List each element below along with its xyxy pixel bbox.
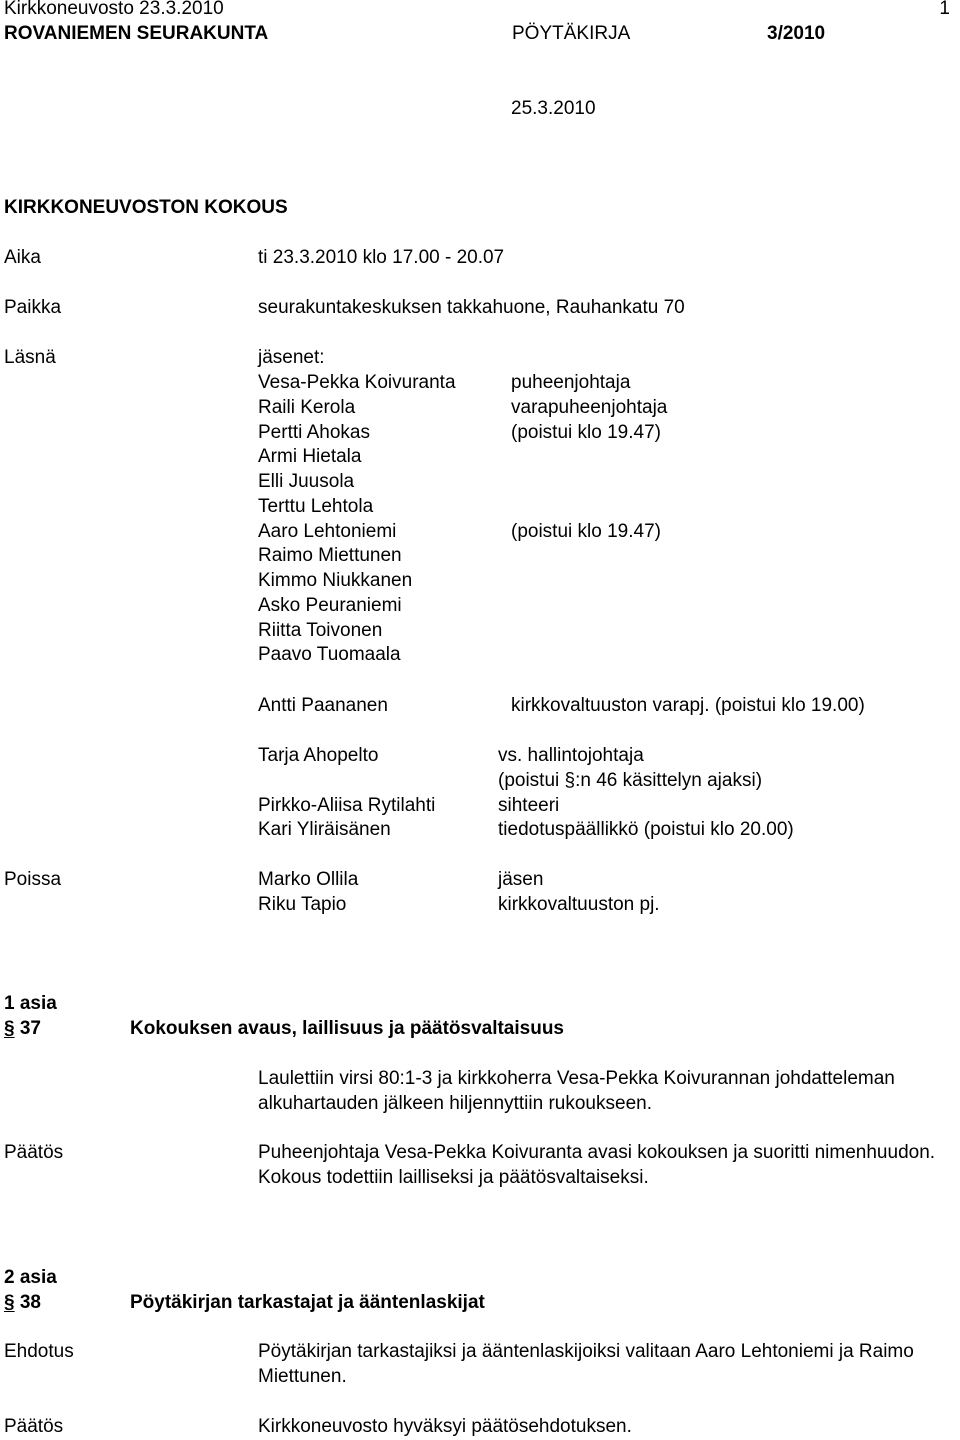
- member-name: Aaro Lehtoniemi: [258, 521, 397, 542]
- item-heading: Pöytäkirjan tarkastajat ja ääntenlaskijat: [130, 1292, 485, 1313]
- official-role: vs. hallintojohtaja: [498, 745, 644, 766]
- member-name: Raimo Miettunen: [258, 545, 402, 566]
- decision-text: Puheenjohtaja Vesa-Pekka Koivuranta avasi kokouksen ja suoritti nimenhuudon. Kokous todettiin lailliseksi ja päätösvaltaiseksi.: [258, 1142, 936, 1188]
- member-role: (poistui klo 19.47): [511, 422, 661, 443]
- official-name: Kari Yliräisänen: [258, 819, 391, 840]
- doc-number: 3/2010: [767, 23, 826, 44]
- item-asia-label: 2 asia: [4, 1267, 57, 1288]
- absent-role: kirkkovaltuuston pj.: [498, 894, 660, 915]
- header-line1: Kirkkoneuvosto 23.3.2010: [4, 0, 224, 19]
- official-role: tiedotuspäällikkö (poistui klo 20.00): [498, 819, 794, 840]
- time-label: Aika: [4, 247, 41, 268]
- item-asia-label: 1 asia: [4, 993, 57, 1014]
- place-value: seurakuntakeskuksen takkahuone, Rauhankatu 70: [258, 297, 685, 318]
- other-name: Antti Paananen: [258, 695, 388, 716]
- member-name: Vesa-Pekka Koivuranta: [258, 372, 456, 393]
- official-role: sihteeri: [498, 795, 560, 816]
- section-sign: §: [4, 1018, 15, 1039]
- absent-label: Poissa: [4, 869, 62, 890]
- section-number: 38: [19, 1292, 41, 1313]
- proposal-label: Ehdotus: [4, 1341, 74, 1362]
- item-intro: Laulettiin virsi 80:1-3 ja kirkkoherra Vesa-Pekka Koivurannan johdatteleman alkuhartauden jälkeen hiljennyttiin rukoukseen.: [258, 1068, 895, 1114]
- other-role: kirkkovaltuuston varapj. (poistui klo 19.00): [511, 695, 865, 716]
- page-number: 1: [939, 0, 950, 19]
- absent-name: Riku Tapio: [258, 894, 347, 915]
- doc-type: PÖYTÄKIRJA: [512, 23, 631, 44]
- official-role-note: (poistui §:n 46 käsittelyn ajaksi): [498, 770, 763, 791]
- member-name: Elli Juusola: [258, 471, 355, 492]
- section-number: 37: [19, 1018, 41, 1039]
- member-role: (poistui klo 19.47): [511, 521, 661, 542]
- section-ref: [4, 1291, 41, 1316]
- time-value: ti 23.3.2010 klo 17.00 - 20.07: [258, 247, 505, 268]
- member-name: Asko Peuraniemi: [258, 595, 402, 616]
- section-ref: [4, 1017, 41, 1042]
- decision-text: Kirkkoneuvosto hyväksyi päätösehdotuksen.: [258, 1416, 632, 1437]
- member-name: Terttu Lehtola: [258, 496, 374, 517]
- section-sign: §: [4, 1292, 15, 1313]
- absent-name: Marko Ollila: [258, 869, 359, 890]
- decision-label: Päätös: [4, 1416, 64, 1437]
- member-name: Armi Hietala: [258, 446, 362, 467]
- present-label: Läsnä: [4, 347, 56, 368]
- official-name: Pirkko-Aliisa Rytilahti: [258, 795, 436, 816]
- official-name: Tarja Ahopelto: [258, 745, 379, 766]
- member-name: Riitta Toivonen: [258, 620, 383, 641]
- member-name: Raili Kerola: [258, 397, 356, 418]
- member-name: Kimmo Niukkanen: [258, 570, 413, 591]
- decision-label: Päätös: [4, 1142, 64, 1163]
- members-heading: jäsenet:: [258, 347, 325, 368]
- absent-role: jäsen: [498, 869, 544, 890]
- member-name: Paavo Tuomaala: [258, 644, 401, 665]
- doc-date: 25.3.2010: [511, 98, 596, 119]
- org-name: ROVANIEMEN SEURAKUNTA: [4, 23, 269, 44]
- page-title: KIRKKONEUVOSTON KOKOUS: [4, 197, 288, 218]
- item-heading: Kokouksen avaus, laillisuus ja päätösvaltaisuus: [130, 1018, 565, 1039]
- member-name: Pertti Ahokas: [258, 422, 370, 443]
- member-role: varapuheenjohtaja: [511, 397, 668, 418]
- member-role: puheenjohtaja: [511, 372, 631, 393]
- proposal-text: Pöytäkirjan tarkastajiksi ja ääntenlaskijoiksi valitaan Aaro Lehtoniemi ja Raimo Miettunen.: [258, 1341, 914, 1387]
- place-label: Paikka: [4, 297, 62, 318]
